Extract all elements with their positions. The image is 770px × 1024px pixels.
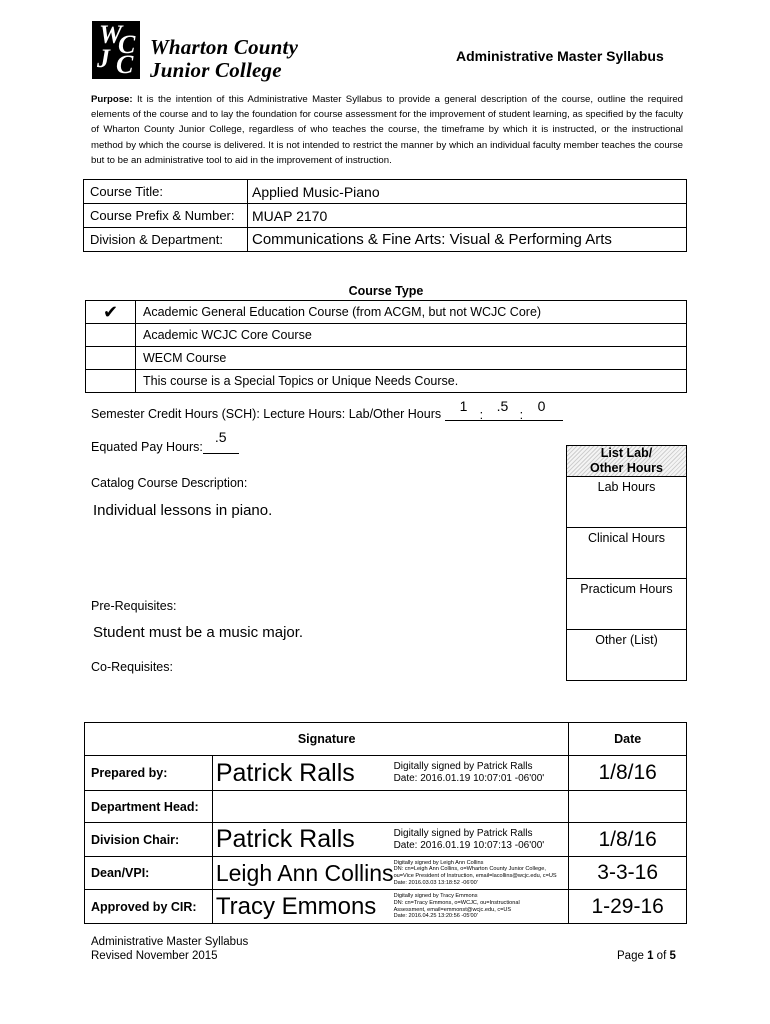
footer-doc-name: Administrative Master Syllabus xyxy=(91,936,249,948)
signer-name: Patrick Ralls xyxy=(212,756,393,791)
digital-signature xyxy=(394,823,569,857)
signer-name xyxy=(212,791,568,823)
course-prefix-label: Course Prefix & Number: xyxy=(84,204,248,228)
signature-table xyxy=(84,722,687,924)
course-type-row xyxy=(86,301,687,324)
role-label: Prepared by: xyxy=(85,756,213,791)
signature-date: 3-3-16 xyxy=(569,857,687,890)
signer-name: Leigh Ann Collins xyxy=(212,857,393,890)
logo-letter: W xyxy=(99,20,123,49)
hours-table xyxy=(566,445,687,681)
hours-heading xyxy=(567,446,687,477)
logo-letter: C xyxy=(116,50,134,79)
page-prefix: Page xyxy=(617,950,644,962)
hours-heading-line1: List Lab/ xyxy=(600,446,653,460)
purpose-paragraph xyxy=(91,92,683,168)
role-label: Approved by CIR: xyxy=(85,890,213,924)
date-col-header: Date xyxy=(569,723,687,756)
division-value: Communications & Fine Arts: Visual & Performing Arts xyxy=(248,228,687,252)
dsig-line: Digitally signed by Patrick Ralls xyxy=(393,761,533,772)
page-of: of xyxy=(656,950,667,962)
signer-name: Tracy Emmons xyxy=(212,890,393,924)
course-type-checkbox[interactable] xyxy=(86,324,136,347)
course-info-row xyxy=(84,204,687,228)
signature-row xyxy=(85,857,687,890)
digital-signature xyxy=(394,756,569,791)
coreq-label: Co-Requisites: xyxy=(91,660,173,674)
dsig-line: Digitally signed by Leigh Ann Collins xyxy=(393,859,484,866)
digital-signature xyxy=(394,857,569,890)
sch-value: 1 xyxy=(459,398,468,414)
sch-line xyxy=(91,398,563,422)
sch-values xyxy=(445,398,563,422)
course-type-row xyxy=(86,324,687,347)
page-total: 5 xyxy=(669,950,676,962)
course-type-checkbox[interactable] xyxy=(86,347,136,370)
dsig-line: Digitally signed by Tracy Emmons xyxy=(393,893,478,900)
role-label: Division Chair: xyxy=(85,823,213,857)
digital-signature xyxy=(394,890,569,924)
sch-separator: : xyxy=(519,408,524,422)
equated-value: .5 xyxy=(214,429,227,445)
role-label: Department Head: xyxy=(85,791,213,823)
equated-label: Equated Pay Hours: xyxy=(91,440,203,454)
lab-hours-cell: Lab Hours xyxy=(567,477,687,528)
course-type-label: This course is a Special Topics or Unique Needs Course. xyxy=(136,370,687,393)
signer-name: Patrick Ralls xyxy=(212,823,393,857)
course-info-row xyxy=(84,228,687,252)
dsig-line: Assessment, email=emmonst@wcjc.edu, c=US xyxy=(393,906,512,913)
page-current: 1 xyxy=(647,950,654,962)
dsig-line: DN: cn=Tracy Emmons, o=WCJC, ou=Instructional xyxy=(393,899,520,906)
course-prefix-value: MUAP 2170 xyxy=(248,204,687,228)
footer-left xyxy=(91,935,248,963)
signature-date: 1-29-16 xyxy=(569,890,687,924)
course-title-label: Course Title: xyxy=(84,180,248,204)
course-type-row xyxy=(86,347,687,370)
other-hours-cell: Other (List) xyxy=(567,630,687,681)
lab-value: 0 xyxy=(537,398,546,414)
course-type-label: Academic WCJC Core Course xyxy=(136,324,687,347)
equated-line xyxy=(91,429,239,454)
course-type-table xyxy=(85,282,687,393)
course-type-label: WECM Course xyxy=(136,347,687,370)
dsig-line: Date: 2016.03.03 13:18:52 -06'00' xyxy=(393,879,478,886)
course-type-label: Academic General Education Course (from ACGM, but not WCJC Core) xyxy=(136,301,687,324)
logo-letter: C xyxy=(118,30,136,59)
logo-letter: J xyxy=(97,44,110,73)
course-type-checkbox[interactable]: ✔ xyxy=(86,301,136,324)
hours-heading-line2: Other Hours xyxy=(590,461,663,475)
page-number xyxy=(617,949,676,963)
signature-date: 1/8/16 xyxy=(569,756,687,791)
equated-value-field xyxy=(203,429,239,454)
catalog-label: Catalog Course Description: xyxy=(91,476,248,490)
prereq-label: Pre-Requisites: xyxy=(91,599,177,613)
sch-separator: : xyxy=(479,408,484,422)
signature-row xyxy=(85,756,687,791)
signature-col-header: Signature xyxy=(85,723,569,756)
signature-row xyxy=(85,791,687,823)
signature-row xyxy=(85,823,687,857)
dsig-line: Date: 2016.04.25 13:20:56 -05'00' xyxy=(393,913,478,920)
dsig-line: DN: cn=Leigh Ann Collins, o=Wharton County Junior College, xyxy=(393,866,546,873)
dsig-line: Digitally signed by Patrick Ralls xyxy=(393,827,533,839)
course-type-checkbox[interactable] xyxy=(86,370,136,393)
college-name xyxy=(150,36,298,82)
practicum-hours-cell: Practicum Hours xyxy=(567,579,687,630)
college-name-line1: Wharton County xyxy=(150,35,299,59)
dsig-line: Date: 2016.01.19 10:07:01 -06'00' xyxy=(393,773,545,784)
course-type-row xyxy=(86,370,687,393)
clinical-hours-cell: Clinical Hours xyxy=(567,528,687,579)
prereq-value: Student must be a music major. xyxy=(93,624,304,641)
signature-row xyxy=(85,890,687,924)
catalog-value: Individual lessons in piano. xyxy=(93,502,273,519)
college-logo xyxy=(92,21,140,79)
college-name-line2: Junior College xyxy=(150,58,282,82)
course-type-heading: Course Type xyxy=(86,282,687,301)
purpose-text: It is the intention of this Administrative Master Syllabus to provide a general description of the course, outline the required elements of the course and to lay the foundation for course assessment for the improvement of student learning, as specified by the faculty of Wharton County Junior College, regardless of who teaches the course, the timeframe by which it is instructed, or the instructional method by which the course is delivered. It is not intended to restrict the manner by which an individual faculty member teaches the course but to be an administrative tool to aid in the improvement of instruction. xyxy=(91,94,683,166)
division-label: Division & Department: xyxy=(84,228,248,252)
dsig-line: ou=Vice President of Instruction, email=lacollins@wcjc.edu, c=US xyxy=(393,873,557,879)
purpose-label: Purpose: xyxy=(91,94,133,105)
course-title-value: Applied Music-Piano xyxy=(248,180,687,204)
signature-date xyxy=(569,791,687,823)
signature-date: 1/8/16 xyxy=(569,823,687,857)
lecture-value: .5 xyxy=(496,398,509,414)
dsig-line: Date: 2016.01.19 10:07:13 -06'00' xyxy=(393,839,545,851)
course-info-table xyxy=(83,179,687,252)
course-info-row xyxy=(84,180,687,204)
footer-revised: Revised November 2015 xyxy=(91,950,218,962)
sch-label: Semester Credit Hours (SCH): Lecture Hours: Lab/Other Hours xyxy=(91,407,442,421)
document-title: Administrative Master Syllabus xyxy=(456,48,664,64)
role-label: Dean/VPI: xyxy=(85,857,213,890)
